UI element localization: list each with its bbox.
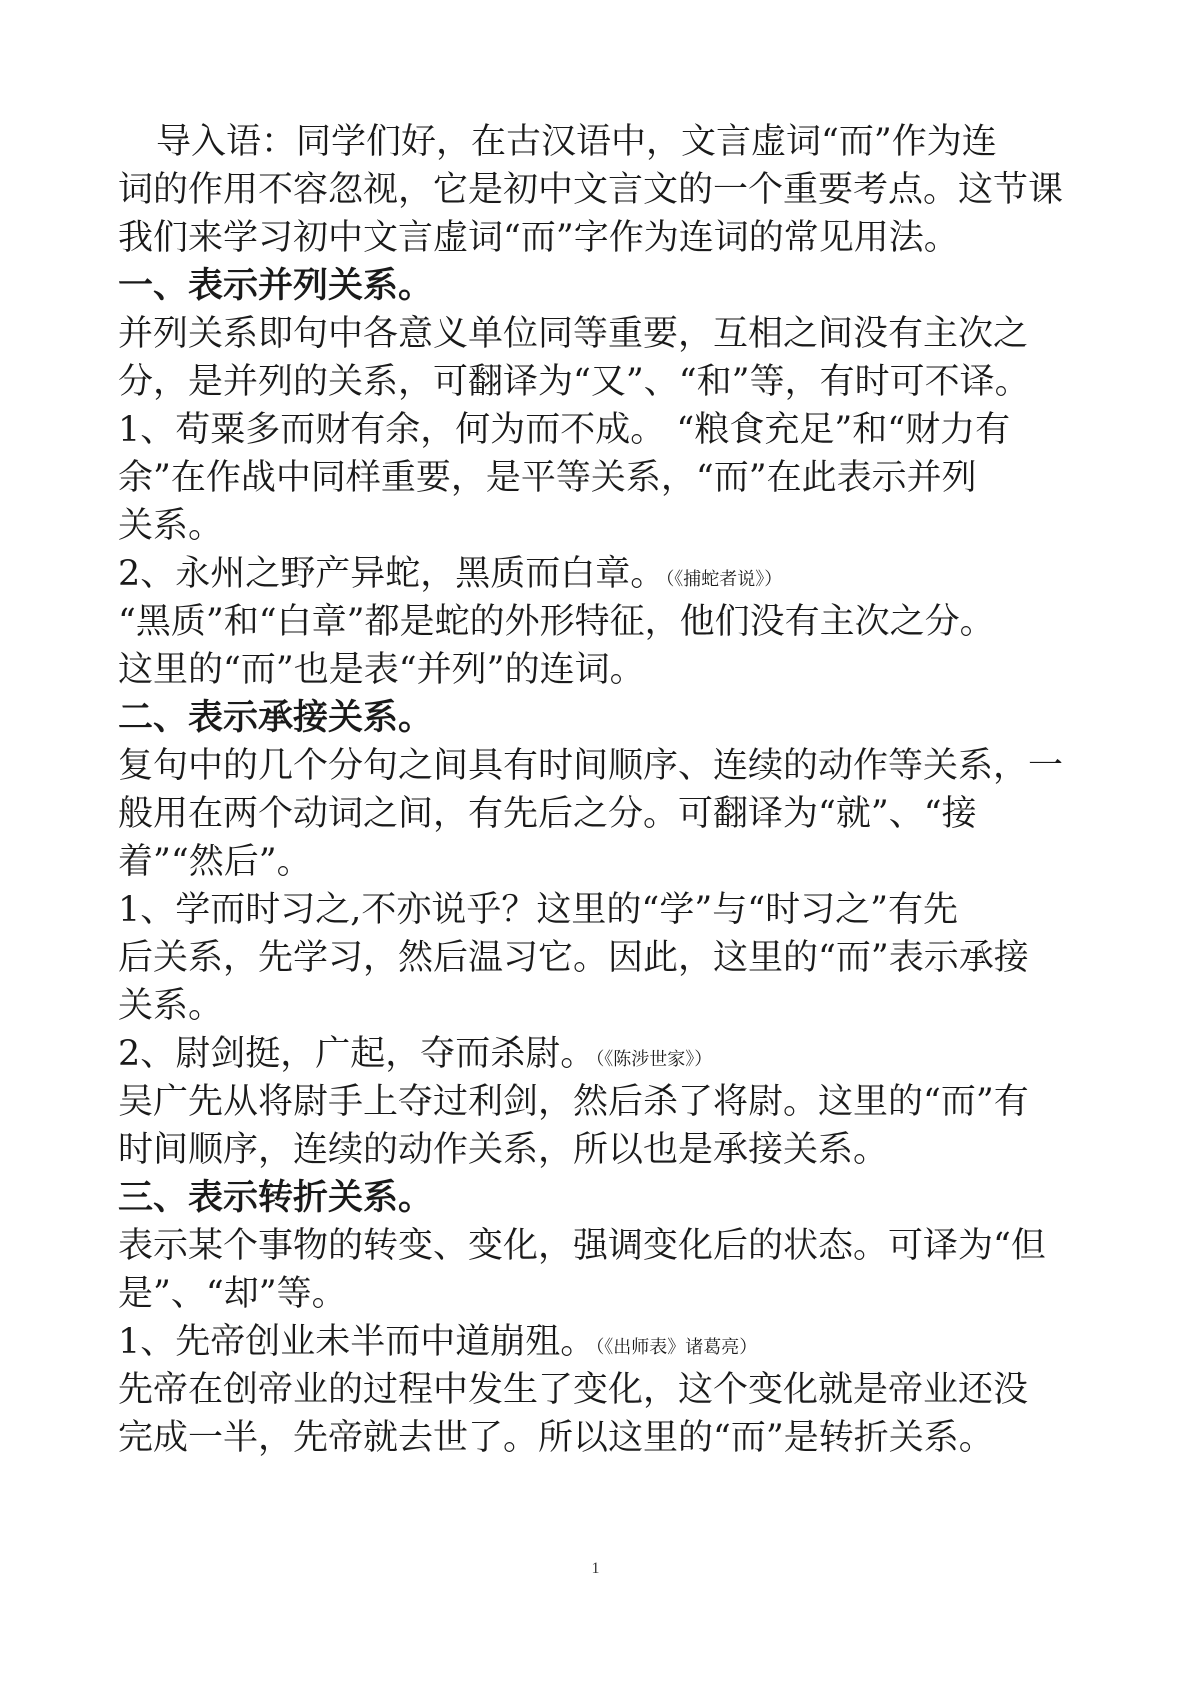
- section-description: 分，是并列的关系，可翻译为“又”、“和”等，有时可不译。: [118, 362, 1030, 402]
- example-line: [118, 1318, 1078, 1366]
- example-text: 2、永州之野产异蛇，黑质: [118, 554, 526, 594]
- intro-line: 我们来学习初中文言虚词“而”字作为连词的常见用法。: [118, 218, 959, 258]
- source-citation: （《捕蛇者说》）: [665, 569, 783, 590]
- explanation-line: 关系。: [118, 506, 224, 546]
- section-heading-adversative: 三、表示转折关系。: [118, 1178, 434, 1218]
- explanation-line: “黑质”和“白章”都是蛇的外形特征，他们没有主次之分。: [118, 602, 995, 642]
- keyword-er: 而: [385, 1322, 421, 1362]
- section-description: 复句中的几个分句之间具有时间顺序、连续的动作等关系，一: [118, 746, 1064, 786]
- explanation-line: 完成一半，先帝就去世了。所以这里的“而”是转折关系。: [118, 1418, 994, 1458]
- explanation-line: 关系。: [118, 986, 224, 1026]
- section-description: 着”“然后”。: [118, 842, 312, 882]
- example-text: 1、先帝创业未半: [118, 1322, 386, 1362]
- example-line: [118, 406, 1078, 454]
- example-text: 时习之,不亦说乎？这里的“学”与“时习之”有先: [245, 890, 958, 930]
- example-text: 财有余，何为而不成。 “粮食充足”和“财力有: [315, 410, 1011, 450]
- example-text: 1、学: [118, 890, 211, 930]
- source-citation: （《陈涉世家》）: [595, 1049, 713, 1070]
- explanation-line: 这里的“而”也是表“并列”的连词。: [118, 650, 645, 690]
- source-citation: （《出师表》诸葛亮）: [595, 1337, 758, 1358]
- section-heading-parallel: 一、表示并列关系。: [118, 266, 434, 306]
- explanation-line: 吴广先从将尉手上夺过利剑，然后杀了将尉。这里的“而”有: [118, 1082, 1029, 1122]
- explanation-line: 先帝在创帝业的过程中发生了变化，这个变化就是帝业还没: [118, 1370, 1029, 1410]
- section-description: 表示某个事物的转变、变化，强调变化后的状态。可译为“但: [118, 1226, 1046, 1266]
- intro-line: 导入语：同学们好，在古汉语中，文言虚词“而”作为连: [156, 122, 997, 162]
- page-number: 1: [591, 1560, 600, 1577]
- keyword-er: 而: [280, 410, 316, 450]
- example-text: 中道崩殂。: [420, 1322, 596, 1362]
- intro-line: 词的作用不容忽视，它是初中文言文的一个重要考点。这节课: [118, 170, 1064, 210]
- example-text: 1、苟粟多: [118, 410, 281, 450]
- example-line: [118, 1030, 1078, 1078]
- example-text: 白章。: [560, 554, 666, 594]
- section-description: 并列关系即句中各意义单位同等重要，互相之间没有主次之: [118, 314, 1029, 354]
- section-heading-sequential: 二、表示承接关系。: [118, 698, 434, 738]
- keyword-er: 而: [525, 554, 561, 594]
- explanation-line: 后关系，先学习，然后温习它。因此，这里的“而”表示承接: [118, 938, 1029, 978]
- example-text: 2、尉剑挺，广起，夺: [118, 1034, 456, 1074]
- keyword-er: 而: [210, 890, 246, 930]
- example-line: [118, 550, 1078, 598]
- document-page: [118, 118, 1078, 1462]
- explanation-line: 余”在作战中同样重要，是平等关系，“而”在此表示并列: [118, 458, 977, 498]
- explanation-line: 时间顺序，连续的动作关系，所以也是承接关系。: [118, 1130, 889, 1170]
- section-description: 般用在两个动词之间，有先后之分。可翻译为“就”、“接: [118, 794, 977, 834]
- section-description: 是”、“却”等。: [118, 1274, 347, 1314]
- example-text: 杀尉。: [490, 1034, 596, 1074]
- example-line: [118, 886, 1078, 934]
- keyword-er: 而: [455, 1034, 491, 1074]
